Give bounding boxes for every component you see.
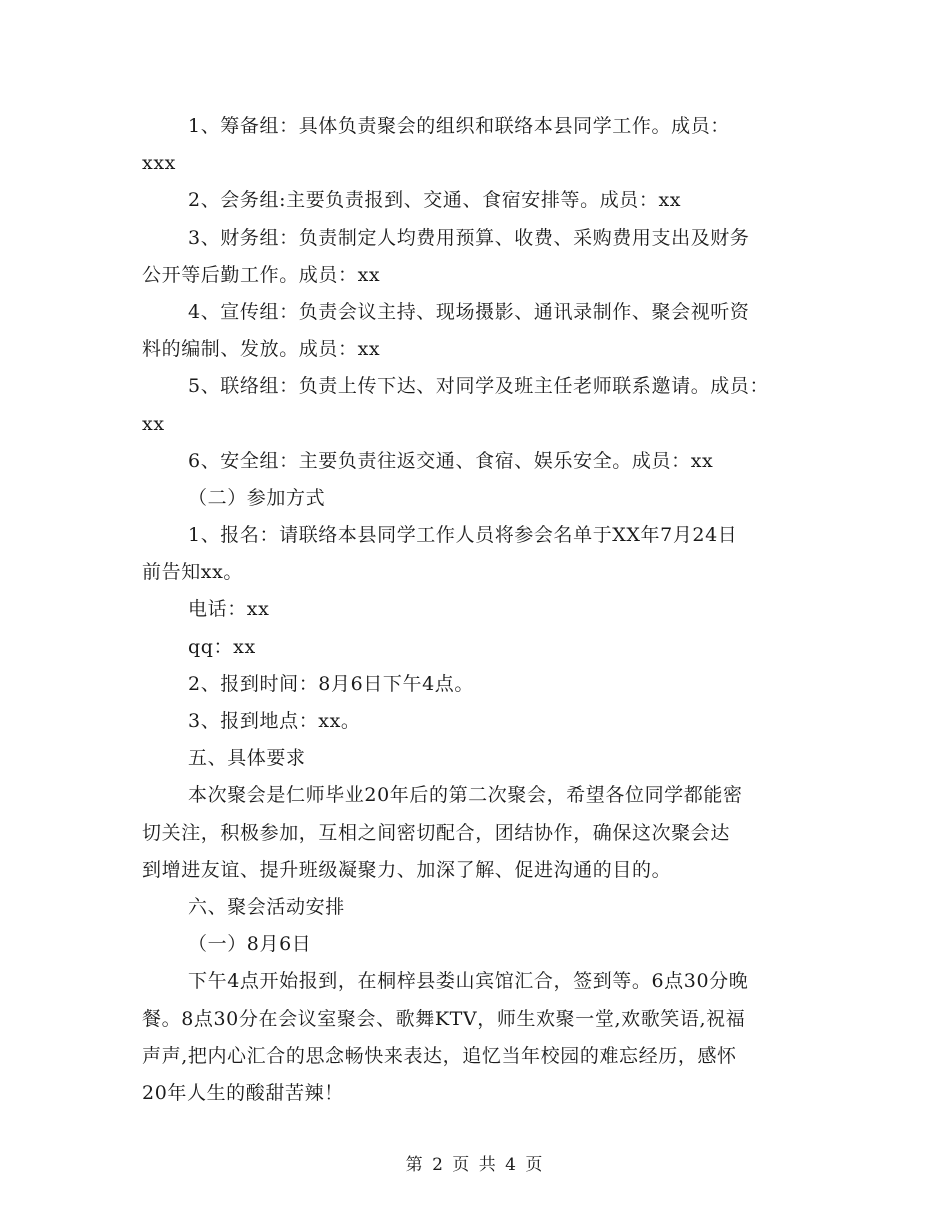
paragraph-line: 声声,把内心汇合的思念畅快来表达，追忆当年校园的难忘经历，感怀 [142,1044,737,1067]
document-body [142,108,822,1112]
paragraph-line: 3、财务组：负责制定人均费用预算、收费、采购费用支出及财务 [188,226,750,249]
paragraph-line: 20年人生的酸甜苦辣！ [142,1081,344,1104]
paragraph-line: 公开等后勤工作。成员：xx [142,263,381,286]
paragraph-line: xxx [142,152,176,175]
paragraph-line: 电话：xx [188,598,270,621]
paragraph-line: 2、报到时间：8月6日下午4点。 [188,672,474,695]
paragraph-line: 餐。8点30分在会议室聚会、歌舞KTV，师生欢聚一堂,欢歌笑语,祝福 [142,1007,746,1030]
paragraph-line: 6、安全组：主要负责往返交通、食宿、娱乐安全。成员：xx [188,449,714,472]
page-number-footer: 第 2 页 共 4 页 [405,1155,545,1175]
section-heading: （二）参加方式 [188,486,326,509]
paragraph-line: 1、筹备组：具体负责聚会的组织和联络本县同学工作。成员： [188,115,730,137]
paragraph-line: qq：xx [188,635,256,658]
section-heading: （一）8月6日 [188,933,312,956]
paragraph-line: 本次聚会是仁师毕业20年后的第二次聚会，希望各位同学都能密 [188,784,743,807]
paragraph-line: 到增进友谊、提升班级凝聚力、加深了解、促进沟通的目的。 [142,858,672,881]
paragraph-line: 3、报到地点：xx。 [188,710,361,732]
paragraph-line: 切关注，积极参加，互相之间密切配合，团结协作，确保这次聚会达 [142,821,731,844]
section-heading: 五、具体要求 [188,747,306,770]
paragraph-line: 料的编制、发放。成员：xx [142,338,381,361]
paragraph-line: 2、会务组:主要负责报到、交通、食宿安排等。成员：xx [188,189,682,212]
paragraph-line: xx [142,412,165,435]
paragraph-line: 1、报名：请联络本县同学工作人员将参会名单于XX年7月24日 [188,524,738,547]
paragraph-line: 5、联络组：负责上传下达、对同学及班主任老师联系邀请。成员： [188,375,770,398]
paragraph-line: 前告知xx。 [142,561,244,584]
paragraph-line: 下午4点开始报到，在桐梓县娄山宾馆汇合，签到等。6点30分晚 [188,970,749,993]
paragraph-line: 4、宣传组：负责会议主持、现场摄影、通讯录制作、聚会视听资 [188,300,750,323]
section-heading: 六、聚会活动安排 [188,895,345,918]
